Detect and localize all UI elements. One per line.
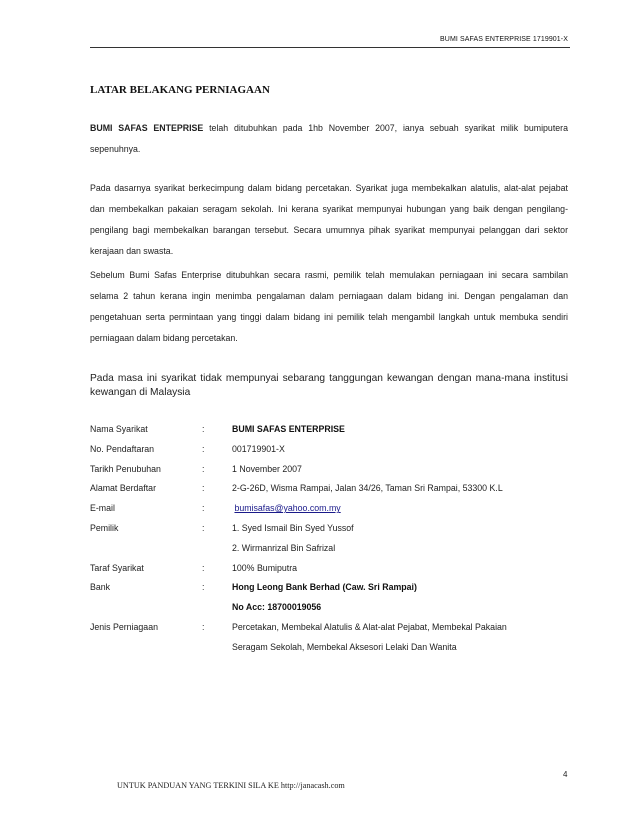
info-colon: :: [202, 443, 205, 454]
info-value: 1 November 2007: [232, 463, 302, 474]
info-label: Alamat Berdaftar: [90, 483, 157, 494]
info-label: Bank: [90, 582, 111, 593]
info-label: E-mail: [90, 503, 115, 514]
info-label: Nama Syarikat: [90, 424, 148, 434]
info-value-email: [232, 499, 570, 519]
page-number: 4: [563, 770, 568, 779]
info-value: 2-G-26D, Wisma Rampai, Jalan 34/26, Taman Sri Rampai, 53300 K.L: [232, 483, 503, 494]
info-value: 100% Bumiputra: [232, 562, 298, 573]
info-value: Seragam Sekolah, Membekal Aksesori Lelaki Dan Wanita: [232, 641, 457, 652]
info-colon: :: [202, 463, 205, 474]
paragraph-intro: [90, 118, 568, 160]
info-colon: :: [202, 503, 205, 514]
info-label: Tarikh Penubuhan: [90, 463, 161, 474]
info-label: Taraf Syarikat: [90, 562, 144, 573]
table-row: [90, 440, 570, 460]
table-row: [90, 559, 570, 579]
table-row: [90, 638, 570, 658]
info-colon: :: [202, 483, 205, 494]
company-info-table: [90, 420, 570, 658]
info-value: Percetakan, Membekal Alatulis & Alat-alat Pejabat, Membekal Pakaian: [232, 621, 507, 632]
info-colon: :: [202, 424, 205, 434]
info-value: Hong Leong Bank Berhad (Caw. Sri Rampai): [232, 582, 417, 593]
info-label: No. Pendaftaran: [90, 443, 155, 454]
section-title: LATAR BELAKANG PERNIAGAAN: [90, 84, 270, 96]
table-row: [90, 539, 570, 559]
header-divider: [90, 47, 570, 48]
table-row: [90, 479, 570, 499]
info-colon: :: [202, 621, 205, 632]
table-row: [90, 420, 570, 440]
table-row: [90, 460, 570, 480]
paragraph-business: Pada dasarnya syarikat berkecimpung dalam bidang percetakan. Syarikat juga membekalkan alatulis, alat-alat pejabat dan membekalkan pakaian seragam sekolah. Ini kerana syarikat mempunyai hubungan yang baik dengan pengilang-pengilang bagi membekalkan barangan tersebut. Secara umumnya pihak syarikat mempunyai pelanggan dari sektor kerajaan dan swasta.: [90, 183, 568, 256]
paragraph-intro-text: telah ditubuhkan pada 1hb November 2007, ianya sebuah syarikat milik bumiputera sepenuhnya.: [90, 123, 568, 154]
info-colon: :: [202, 522, 205, 533]
page-header: BUMI SAFAS ENTERPRISE 1719901-X: [440, 36, 568, 43]
info-value: BUMI SAFAS ENTERPRISE: [232, 424, 345, 434]
info-value: 2. Wirmanrizal Bin Safrizal: [232, 542, 336, 553]
info-label: Pemilik: [90, 522, 119, 533]
table-row: [90, 598, 570, 618]
table-row: [90, 618, 570, 638]
info-label: Jenis Perniagaan: [90, 621, 158, 632]
table-row: [90, 578, 570, 598]
paragraph-history: Sebelum Bumi Safas Enterprise ditubuhkan secara rasmi, pemilik telah memulakan perniagaan ini secara sambilan selama 2 tahun kerana ingin menimba pengalaman dalam perniagaan dalam bidang ini. Dengan pengalaman dan pengetahuan serta permintaan yang tinggi dalam bidang ini pemilik telah mengambil langkah untuk membuka sendiri perniagaan dalam bidang percetakan.: [90, 270, 568, 343]
info-colon: :: [202, 562, 205, 573]
info-value: 1. Syed Ismail Bin Syed Yussof: [232, 522, 354, 533]
table-row: [90, 499, 570, 519]
page-footer: UNTUK PANDUAN YANG TERKINI SILA KE http://janacash.com: [117, 781, 345, 790]
table-row: [90, 519, 570, 539]
paragraph-finance: Pada masa ini syarikat tidak mempunyai sebarang tanggungan kewangan dengan mana-mana institusi kewangan di Malaysia: [90, 373, 568, 398]
info-value: No Acc: 18700019056: [232, 602, 322, 613]
info-value: 001719901-X: [232, 443, 285, 454]
company-name-bold: BUMI SAFAS ENTEPRISE: [90, 123, 204, 133]
info-colon: :: [202, 582, 205, 593]
email-link[interactable]: bumisafas@yahoo.com.my: [234, 503, 341, 514]
